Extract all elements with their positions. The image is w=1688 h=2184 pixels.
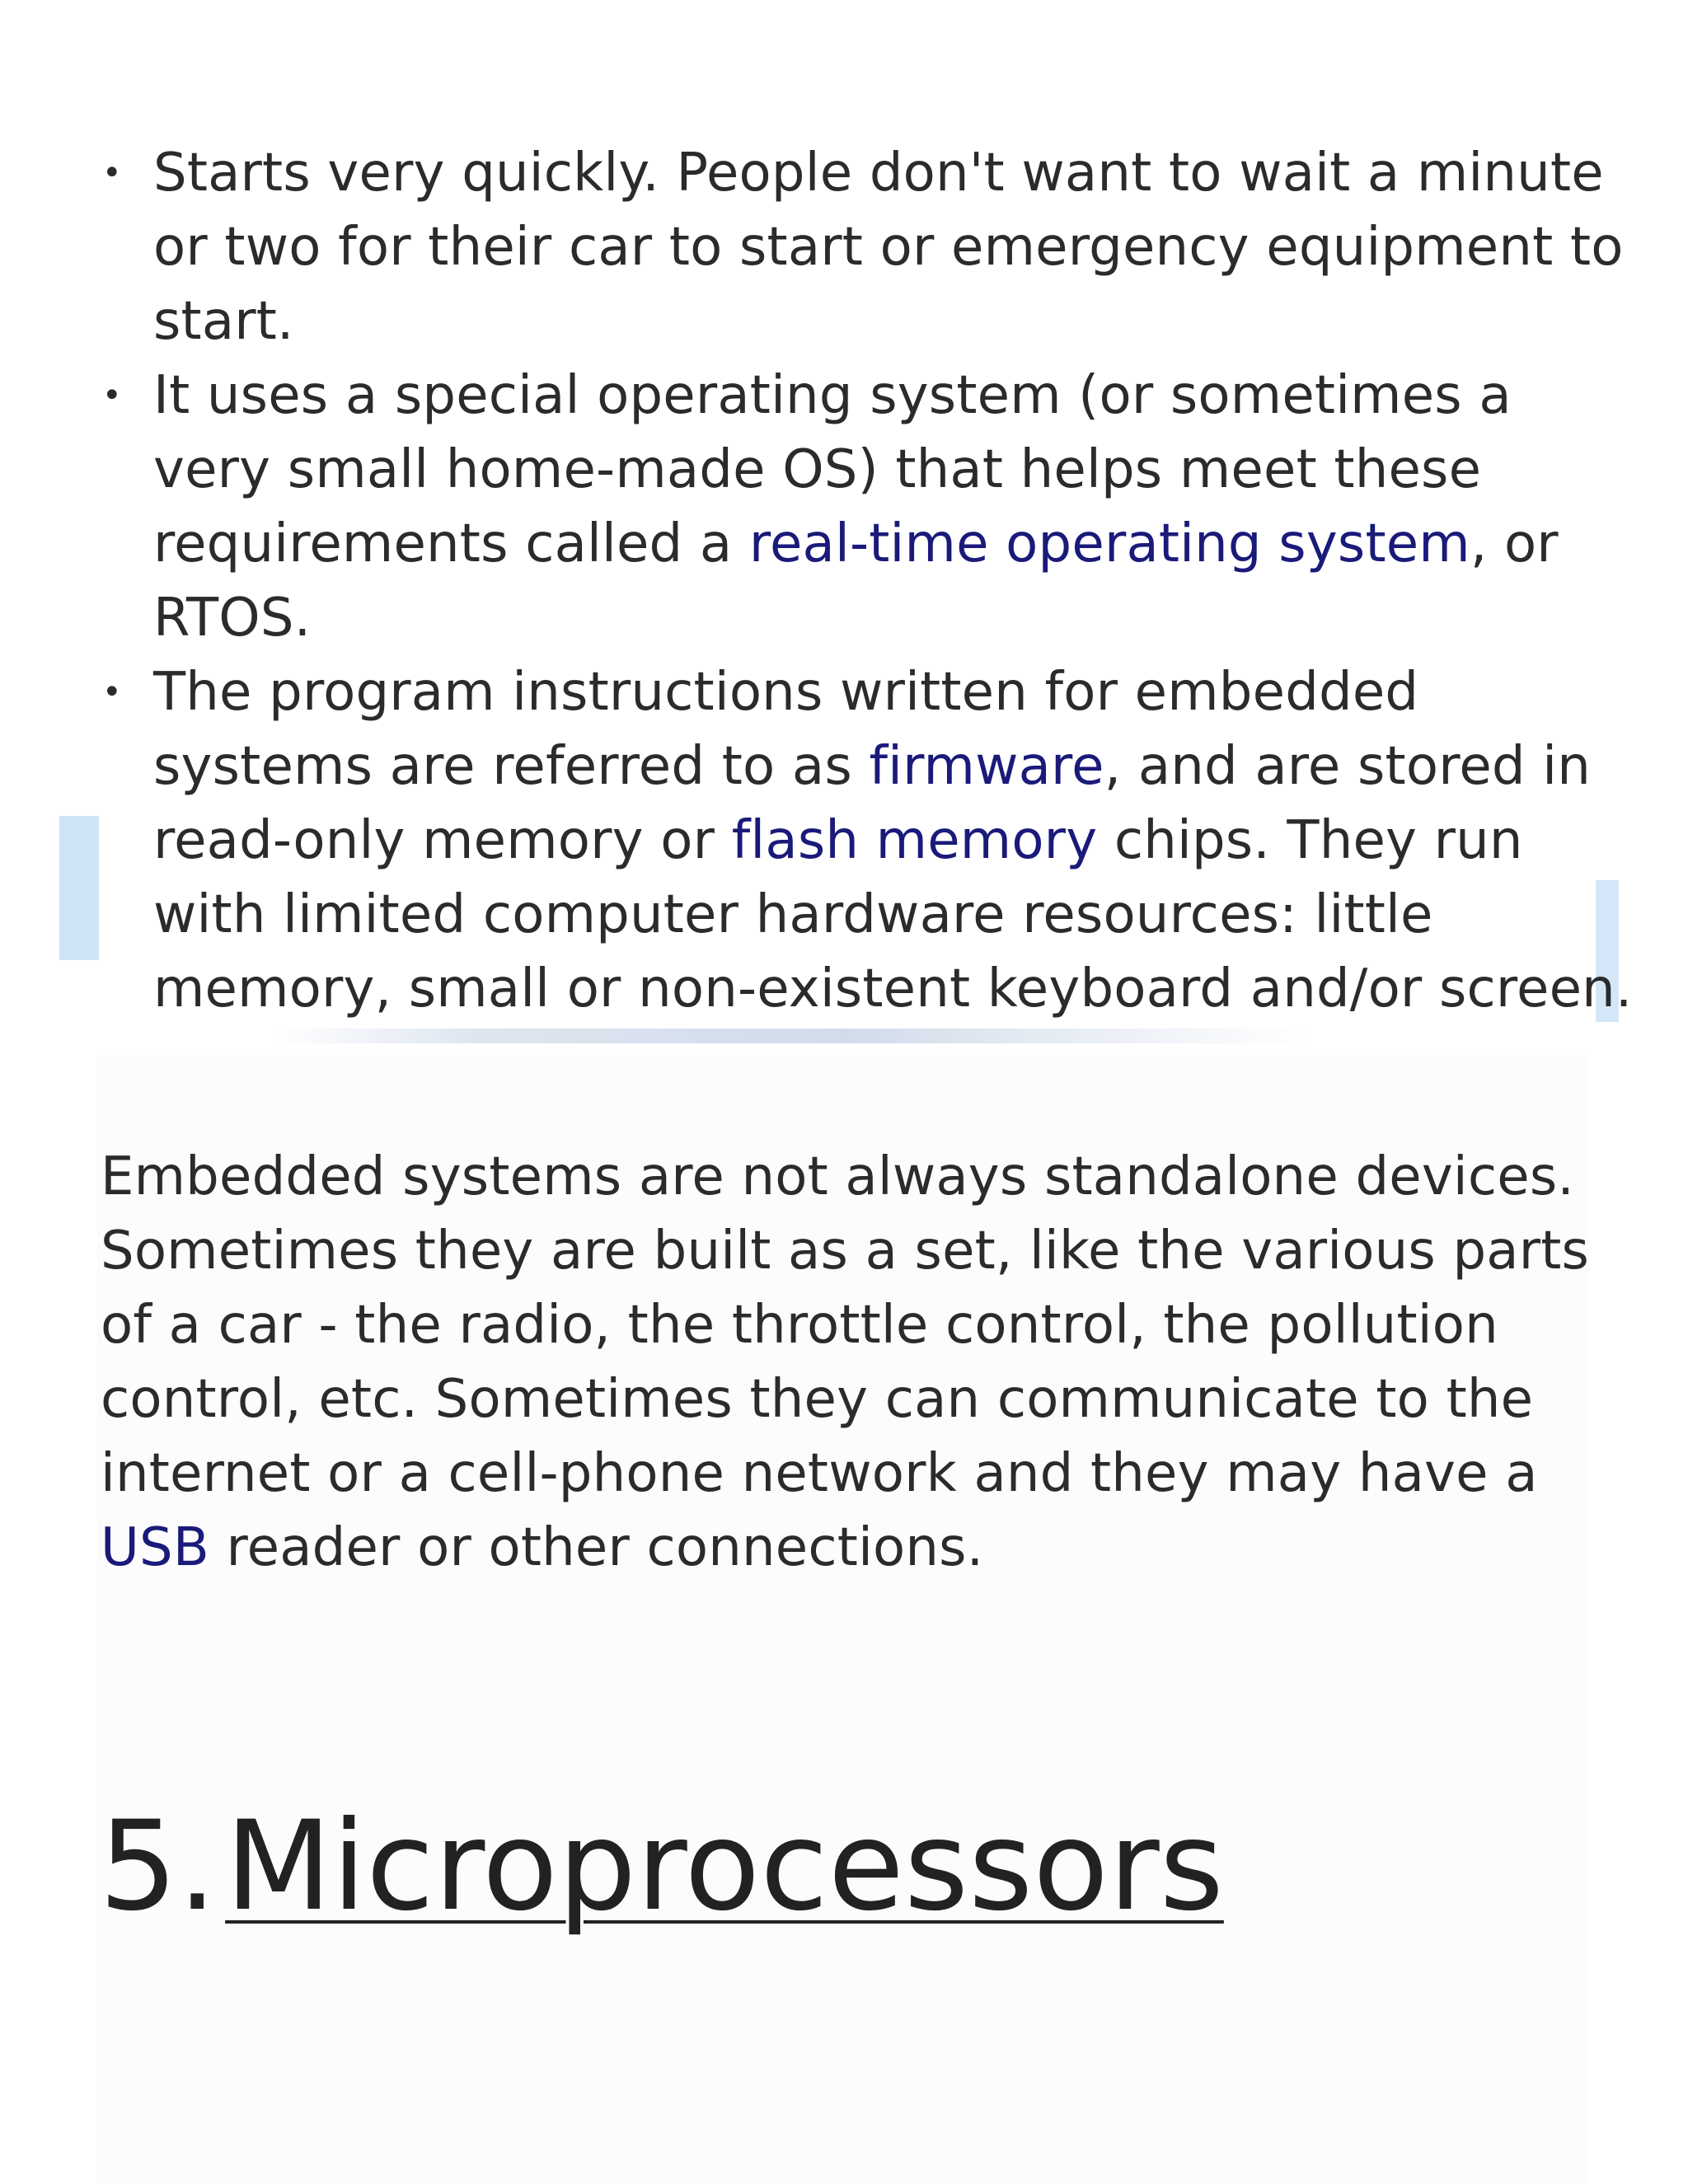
firmware-link[interactable]: firmware xyxy=(869,736,1104,797)
rtos-link[interactable]: real-time operating system xyxy=(748,513,1470,574)
bullet-list xyxy=(0,136,1688,1026)
bullet-text: chips. They run with limited computer hardware resources: little memory, small or non-existent keyboard and/or screen. xyxy=(153,810,1633,1019)
section-number: 5. xyxy=(99,1795,218,1938)
paragraph-text: reader or other connections. xyxy=(209,1517,984,1578)
list-item xyxy=(0,655,1688,1026)
section-title-link[interactable]: Microprocessors xyxy=(225,1795,1224,1938)
bullet-text: Starts very quickly. People don't want to wait a minute or two for their car to start or emergency equipment to start. xyxy=(153,143,1624,352)
bullet-icon: • xyxy=(102,154,122,192)
bullet-text: It uses a special operating system (or sometimes a very small home-made OS) that helps meet these requirements called a xyxy=(153,365,1512,574)
bullet-icon: • xyxy=(102,673,122,711)
section-heading xyxy=(99,1793,1224,1941)
bullet-text: , or RTOS. xyxy=(153,513,1559,649)
list-item xyxy=(0,359,1688,655)
paragraph-text: Embedded systems are not always standalone devices. Sometimes they are built as a set, like the various parts of a car - the radio, the throttle control, the pollution control, etc. Sometimes they can communicate to the internet or a cell-phone network and they may have a xyxy=(101,1146,1590,1504)
list-item xyxy=(0,136,1688,359)
bullet-text: The program instructions written for embedded systems are referred to as xyxy=(153,662,1419,797)
scan-artifact xyxy=(272,1029,1311,1043)
usb-link[interactable]: USB xyxy=(101,1517,209,1578)
bullet-text: , and are stored in read-only memory or xyxy=(153,736,1592,871)
body-paragraph xyxy=(101,1140,1650,1585)
bullet-icon: • xyxy=(102,377,122,415)
flash-memory-link[interactable]: flash memory xyxy=(731,810,1098,871)
